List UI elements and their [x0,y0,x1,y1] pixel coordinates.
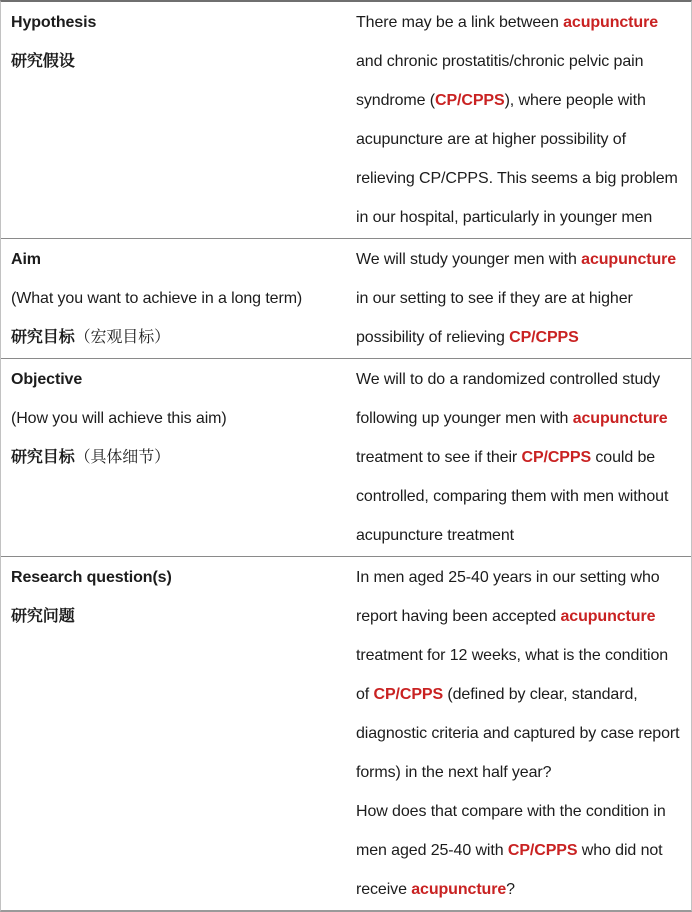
text-segment: Objective [11,371,83,388]
text-segment: There may be a link between [356,14,564,31]
content-paragraph [356,240,681,357]
label-line [11,318,341,357]
highlight-term: acupuncture [581,251,677,268]
text-segment: and chronic prostatitis/chronic pelvic pain syndrome ( [356,53,644,109]
text-segment: (How you will achieve this aim) [11,410,227,427]
content-cell [347,557,691,910]
text-segment: ? [506,881,515,898]
text-segment: Aim [11,251,41,268]
content-paragraph [356,3,681,237]
highlight-term: acupuncture [572,410,668,427]
label-line [11,42,341,81]
content-cell [347,359,691,556]
text-segment: Research question(s) [11,569,172,586]
label-line [11,597,341,636]
highlight-term: acupuncture [560,608,656,625]
table-rows [1,2,691,910]
table-row [1,557,691,910]
text-segment: We will to do a randomized controlled study following up younger men with [356,371,661,427]
text-segment: （具体细节） [74,449,171,466]
highlight-term: CP/CPPS [435,92,505,109]
label-cell [1,359,347,556]
text-segment: How does that compare with the condition in men aged 25-40 with [356,803,666,859]
text-segment: 研究目标 [11,329,75,346]
content-cell [347,2,691,238]
text-segment: treatment for 12 weeks, what is the condition of [356,647,669,703]
text-segment: （宏观目标） [74,329,171,346]
text-segment: 研究目标 [11,449,75,466]
highlight-term: CP/CPPS [373,686,444,703]
highlight-term: acupuncture [563,14,659,31]
content-paragraph [356,558,681,792]
label-line [11,360,341,399]
text-segment: (What you want to achieve in a long term) [11,290,303,307]
label-line [11,3,341,42]
label-line [11,240,341,279]
content-cell [347,239,691,358]
table-row [1,359,691,557]
text-segment: in our setting to see if they are at higher possibility of relieving [356,290,633,346]
highlight-term: CP/CPPS [509,329,579,346]
text-segment: 研究假设 [11,53,75,70]
text-segment: Hypothesis [11,14,97,31]
text-segment: treatment to see if their [356,449,522,466]
label-line [11,558,341,597]
content-paragraph [356,792,681,909]
label-cell [1,557,347,910]
text-segment: who did not receive [356,842,663,898]
table-row [1,2,691,239]
highlight-term: CP/CPPS [507,842,578,859]
text-segment: ), where people with acupuncture are at higher possibility of relieving CP/CPPS. This seems a big problem in our hospital, particularly in younger men [356,92,678,226]
text-segment: We will study younger men with [356,251,582,268]
table-row [1,239,691,359]
highlight-term: acupuncture [411,881,507,898]
label-cell [1,2,347,238]
content-paragraph [356,360,681,555]
label-line [11,438,341,477]
text-segment: 研究问题 [11,608,75,625]
label-line [11,399,341,438]
highlight-term: CP/CPPS [521,449,592,466]
text-segment: In men aged 25-40 years in our setting who report having been accepted [356,569,660,625]
label-line [11,279,341,318]
text-segment: could be controlled, comparing them with men without acupuncture treatment [356,449,669,544]
text-segment: (defined by clear, standard, diagnostic criteria and captured by case report forms) in the next half year? [356,686,680,781]
label-cell [1,239,347,358]
